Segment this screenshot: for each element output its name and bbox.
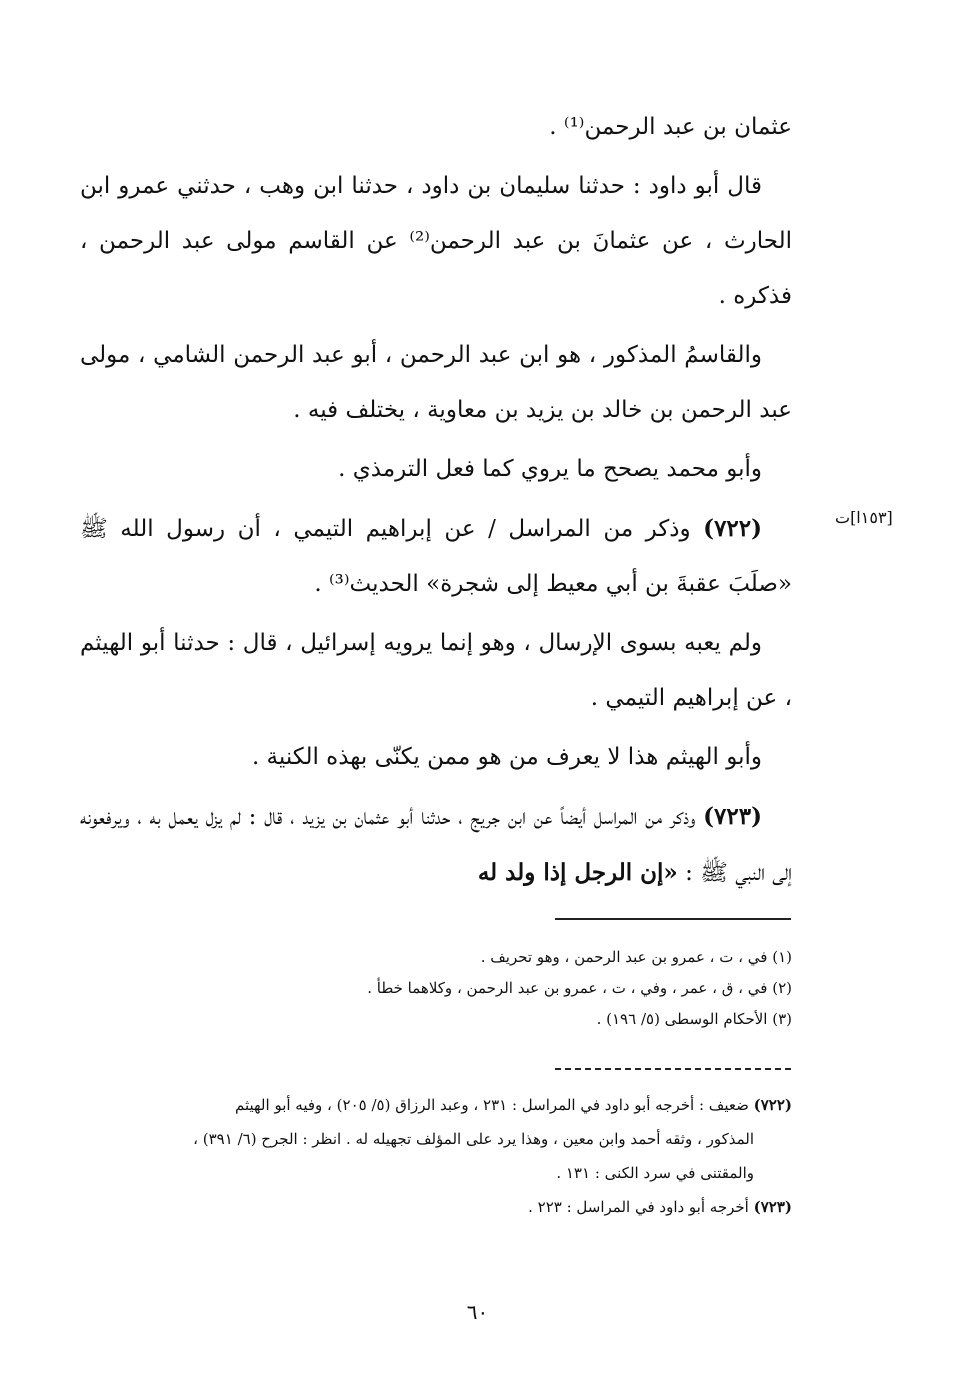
paragraph-723-text: وذكر من المراسل أيضاً عن ابن جريج ، حدثنا أبو عثمان بن يزيد ، قال : لم يزل يعمل به ، ويرفعونه إلى النبي ﷺ :	[80, 804, 792, 886]
paragraph-6: ولم يعبه بسوى الإرسال ، وهو إنما يرويه إسرائيل ، قال : حدثنا أبو الهيثم ، عن إبراهيم التيمي .	[80, 630, 792, 711]
tahqiq-notes	[80, 1088, 792, 1224]
paragraph-723	[80, 789, 792, 901]
hadith-number-723: (٧٢٣)	[703, 803, 762, 830]
paragraph-3: والقاسمُ المذكور ، هو ابن عبد الرحمن ، أبو عبد الرحمن الشامي ، مولى عبد الرحمن بن خالد بن يزيد بن معاوية ، يختلف فيه .	[80, 342, 792, 423]
paragraph-723-quote: «إن الرجل إذا ولد له	[477, 859, 678, 886]
paragraph-722	[80, 501, 792, 612]
footnote-divider	[555, 918, 791, 920]
paragraph-722-text: وذكر من المراسل / عن إبراهيم التيمي ، أن رسول الله ﷺ «صلَبَ عقبةَ بن أبي معيط إلى شجرة» الحديث⁽³⁾ .	[80, 516, 792, 597]
footnote-2: (٢) في ، ق ، عمر ، وفي ، ت ، عمرو بن عبد الرحمن ، وكلاهما خطأ .	[367, 979, 792, 997]
tahqiq-divider	[555, 1068, 791, 1070]
tahqiq-722-line-2: المذكور ، وثقه أحمد وابن معين ، وهذا يرد على المؤلف تجهيله له . انظر : الجرح (٦/ ٣٩١) ،	[193, 1130, 754, 1148]
paragraph-7: وأبو الهيثم هذا لا يعرف من هو ممن يكنّى بهذه الكنية .	[251, 744, 762, 770]
tahqiq-723-text-1: أخرجه أبو داود في المراسل : ٢٢٣ .	[528, 1198, 749, 1216]
tahqiq-723-number: (٧٢٣)	[753, 1198, 792, 1216]
manuscript-margin-reference: [١٥٣ا]ت	[835, 508, 893, 527]
tahqiq-722-line-1	[80, 1088, 792, 1122]
footnotes	[80, 942, 792, 1035]
tahqiq-722-text-1: ضعيف : أخرجه أبو داود في المراسل : ٢٣١ ، وعبد الرزاق (٥/ ٢٠٥) ، وفيه أبو الهيثم	[234, 1096, 749, 1114]
tahqiq-722-number: (٧٢٢)	[753, 1096, 792, 1114]
footnote-1: (١) في ، ت ، عمرو بن عبد الرحمن ، وهو تحريف .	[480, 948, 792, 966]
tahqiq-722-line-3: والمقتنى في سرد الكنى : ١٣١ .	[556, 1164, 754, 1182]
paragraph-4: وأبو محمد يصحح ما يروي كما فعل الترمذي .	[338, 456, 762, 482]
footnote-3: (٣) الأحكام الوسطى (٥/ ١٩٦) .	[596, 1010, 792, 1028]
main-text	[80, 100, 792, 905]
page-number: ٦٠	[466, 1300, 489, 1324]
paragraph-1: عثمان بن عبد الرحمن⁽¹⁾ .	[549, 114, 792, 140]
tahqiq-723-line-1	[80, 1190, 792, 1224]
hadith-number-722: (٧٢٢)	[703, 515, 763, 542]
paragraph-2: قال أبو داود : حدثنا سليمان بن داود ، حدثنا ابن وهب ، حدثني عمرو ابن الحارث ، عن عثمانَ بن عبد الرحمن⁽²⁾ عن القاسم مولى عبد الرحمن ، فذكره .	[80, 173, 792, 309]
